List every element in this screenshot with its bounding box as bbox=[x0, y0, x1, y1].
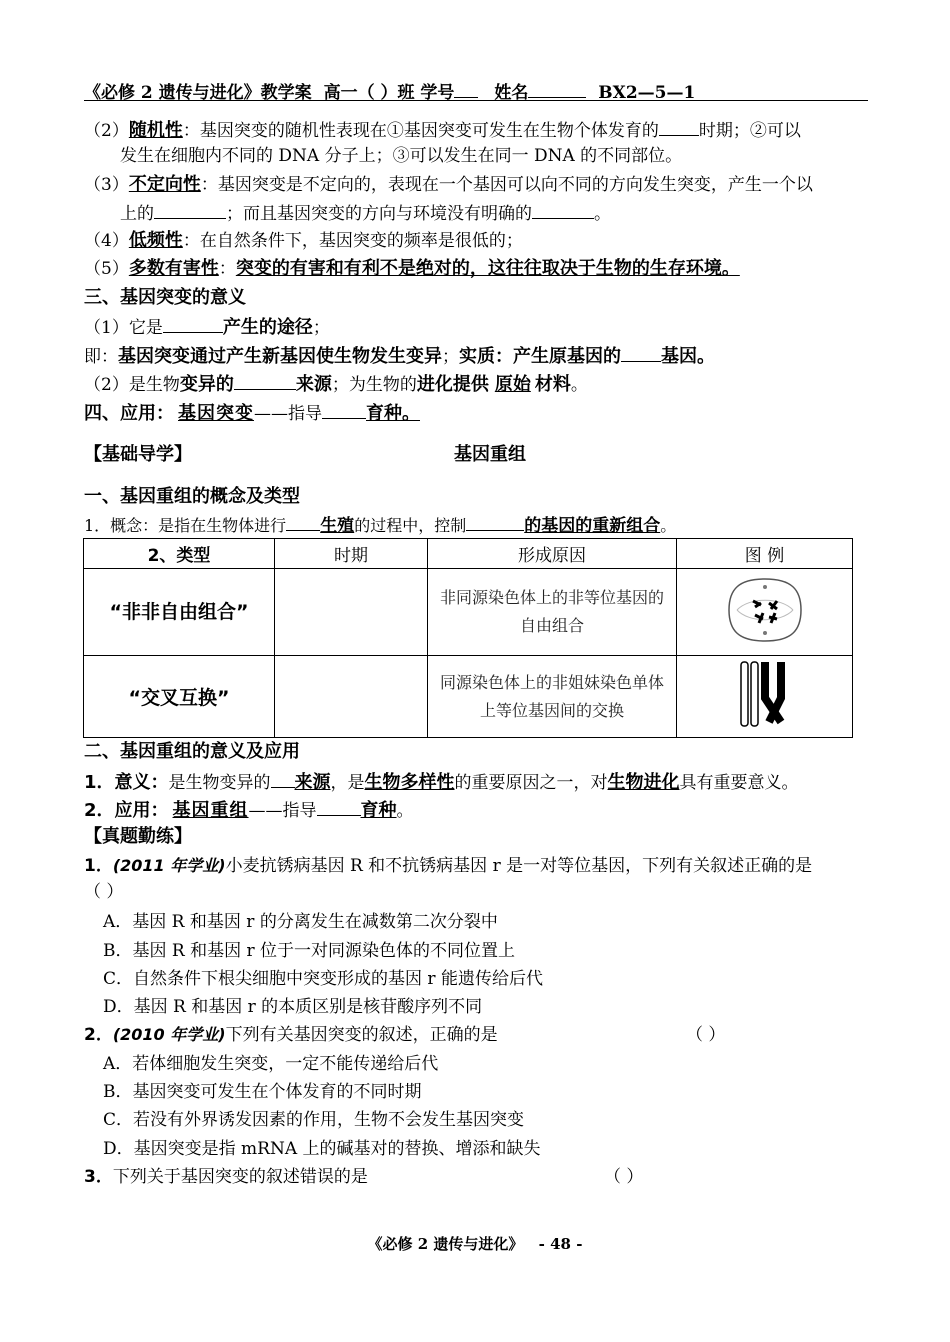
mutation-item-2: （2）随机性：基因突变的随机性表现在①基因突变可发生在生物个体发育的 时期；②可以 bbox=[84, 120, 801, 141]
exercise-tag: 【真题勤练】 bbox=[84, 826, 192, 847]
significance-2: （2）是生物变异的 来源；为生物的进化提供 原始 材料。 bbox=[84, 374, 588, 395]
recomb-title: 基因重组 bbox=[454, 444, 526, 465]
table-header: 2、类型 bbox=[84, 539, 275, 569]
crossing-over-figure bbox=[735, 658, 795, 730]
question-2: 2．(2010 年学业)下列有关基因突变的叙述，正确的是 bbox=[84, 1025, 498, 1045]
cause-cell: 非同源染色体上的非等位基因的自由组合 bbox=[428, 569, 677, 656]
table-row bbox=[84, 569, 853, 656]
period-cell bbox=[275, 569, 428, 656]
mutation-item-2-cont: 发生在细胞内不同的 DNA 分子上；③可以发生在同一 DNA 的不同部位。 bbox=[120, 146, 683, 166]
significance-explain: 即：基因突变通过产生新基因使生物发生变异；实质：产生原基因的 基因。 bbox=[84, 346, 715, 367]
recomb-type-table bbox=[83, 538, 853, 738]
section-4: 四、应用： 基因突变——指导 育种。 bbox=[84, 403, 420, 424]
recomb-meaning: 1．意义：是生物变异的 来源，是生物多样性的重要原因之一，对生物进化具有重要意义。 bbox=[84, 772, 799, 793]
q2-option: A．若体细胞发生突变，一定不能传递给后代 bbox=[103, 1054, 439, 1074]
q2-option: C．若没有外界诱发因素的作用，生物不会发生基因突变 bbox=[103, 1110, 525, 1130]
q2-option: D．基因突变是指 mRNA 上的碱基对的替换、增添和缺失 bbox=[103, 1139, 541, 1159]
q1-option: D．基因 R 和基因 r 的本质区别是核苷酸序列不同 bbox=[103, 997, 483, 1017]
mutation-item-3: （3）不定向性：基因突变是不定向的，表现在一个基因可以向不同的方向发生突变，产生一个以 bbox=[84, 174, 813, 195]
q3-answer-paren: （ ） bbox=[604, 1167, 644, 1187]
header-name-label: 姓名 bbox=[494, 83, 529, 103]
page-number: - 48 - bbox=[538, 1235, 583, 1253]
figure-cell bbox=[677, 569, 853, 656]
free-combination-figure bbox=[725, 575, 805, 645]
type-cell: “交叉互换” bbox=[84, 656, 275, 738]
header-code: BX2—5—1 bbox=[598, 83, 696, 103]
q1-option: A．基因 R 和基因 r 的分离发生在减数第二次分裂中 bbox=[103, 912, 498, 932]
term-nondirectional: 不定向性 bbox=[128, 174, 201, 195]
mutation-item-3-cont: 上的 ；而且基因突变的方向与环境没有明确的 。 bbox=[120, 201, 611, 225]
recomb-application: 2．应用： 基因重组——指导 育种。 bbox=[84, 800, 414, 821]
header-class: 高一（ ）班 学号 bbox=[323, 83, 455, 103]
header-title: 《必修 2 遗传与进化》教学案 bbox=[84, 83, 312, 103]
period-cell bbox=[275, 656, 428, 738]
table-header-row bbox=[84, 539, 853, 569]
significance-1: （1）它是 产生的途径； bbox=[84, 317, 330, 338]
footer-book: 《必修 2 遗传与进化》 bbox=[367, 1235, 524, 1253]
cause-cell: 同源染色体上的非姐妹染色单体上等位基因间的交换 bbox=[428, 656, 677, 738]
recomb-section-2: 二、基因重组的意义及应用 bbox=[84, 741, 300, 762]
table-row bbox=[84, 656, 853, 738]
term-randomness: 随机性 bbox=[128, 120, 183, 141]
term-low-frequency: 低频性 bbox=[128, 230, 183, 251]
type-cell: “非非自由组合” bbox=[84, 569, 275, 656]
figure-cell bbox=[677, 656, 853, 738]
table-header: 形成原因 bbox=[428, 539, 677, 569]
recomb-concept: 1．概念：是指在生物体进行 生殖的过程中，控制 的基因的重新组合。 bbox=[84, 513, 676, 537]
header-rule bbox=[84, 100, 868, 101]
guide-tag: 【基础导学】 bbox=[84, 444, 192, 465]
q1-answer-paren: （ ） bbox=[84, 882, 124, 902]
mutation-item-5: （5）多数有害性：突变的有害和有利不是绝对的，这往往取决于生物的生存环境。 bbox=[84, 258, 740, 279]
q1-option: C．自然条件下根尖细胞中突变形成的基因 r 能遗传给后代 bbox=[103, 969, 543, 989]
recomb-section-1: 一、基因重组的概念及类型 bbox=[84, 486, 300, 507]
table-header: 时期 bbox=[275, 539, 428, 569]
mutation-item-4: （4）低频性：在自然条件下，基因突变的频率是很低的； bbox=[84, 230, 523, 251]
section-3-title: 三、基因突变的意义 bbox=[84, 287, 246, 308]
term-mostly-harmful: 多数有害性 bbox=[128, 258, 219, 279]
q1-option: B．基因 R 和基因 r 位于一对同源染色体的不同位置上 bbox=[103, 941, 516, 961]
page-footer bbox=[0, 1233, 950, 1254]
q2-answer-paren: （ ） bbox=[686, 1025, 726, 1045]
question-3: 3．下列关于基因突变的叙述错误的是 bbox=[84, 1167, 368, 1187]
table-header: 图 例 bbox=[677, 539, 853, 569]
question-1: 1．(2011 年学业)小麦抗锈病基因 R 和不抗锈病基因 r 是一对等位基因，下列有关叙述正确的是 bbox=[84, 856, 813, 876]
q2-option: B．基因突变可发生在个体发育的不同时期 bbox=[103, 1082, 422, 1102]
